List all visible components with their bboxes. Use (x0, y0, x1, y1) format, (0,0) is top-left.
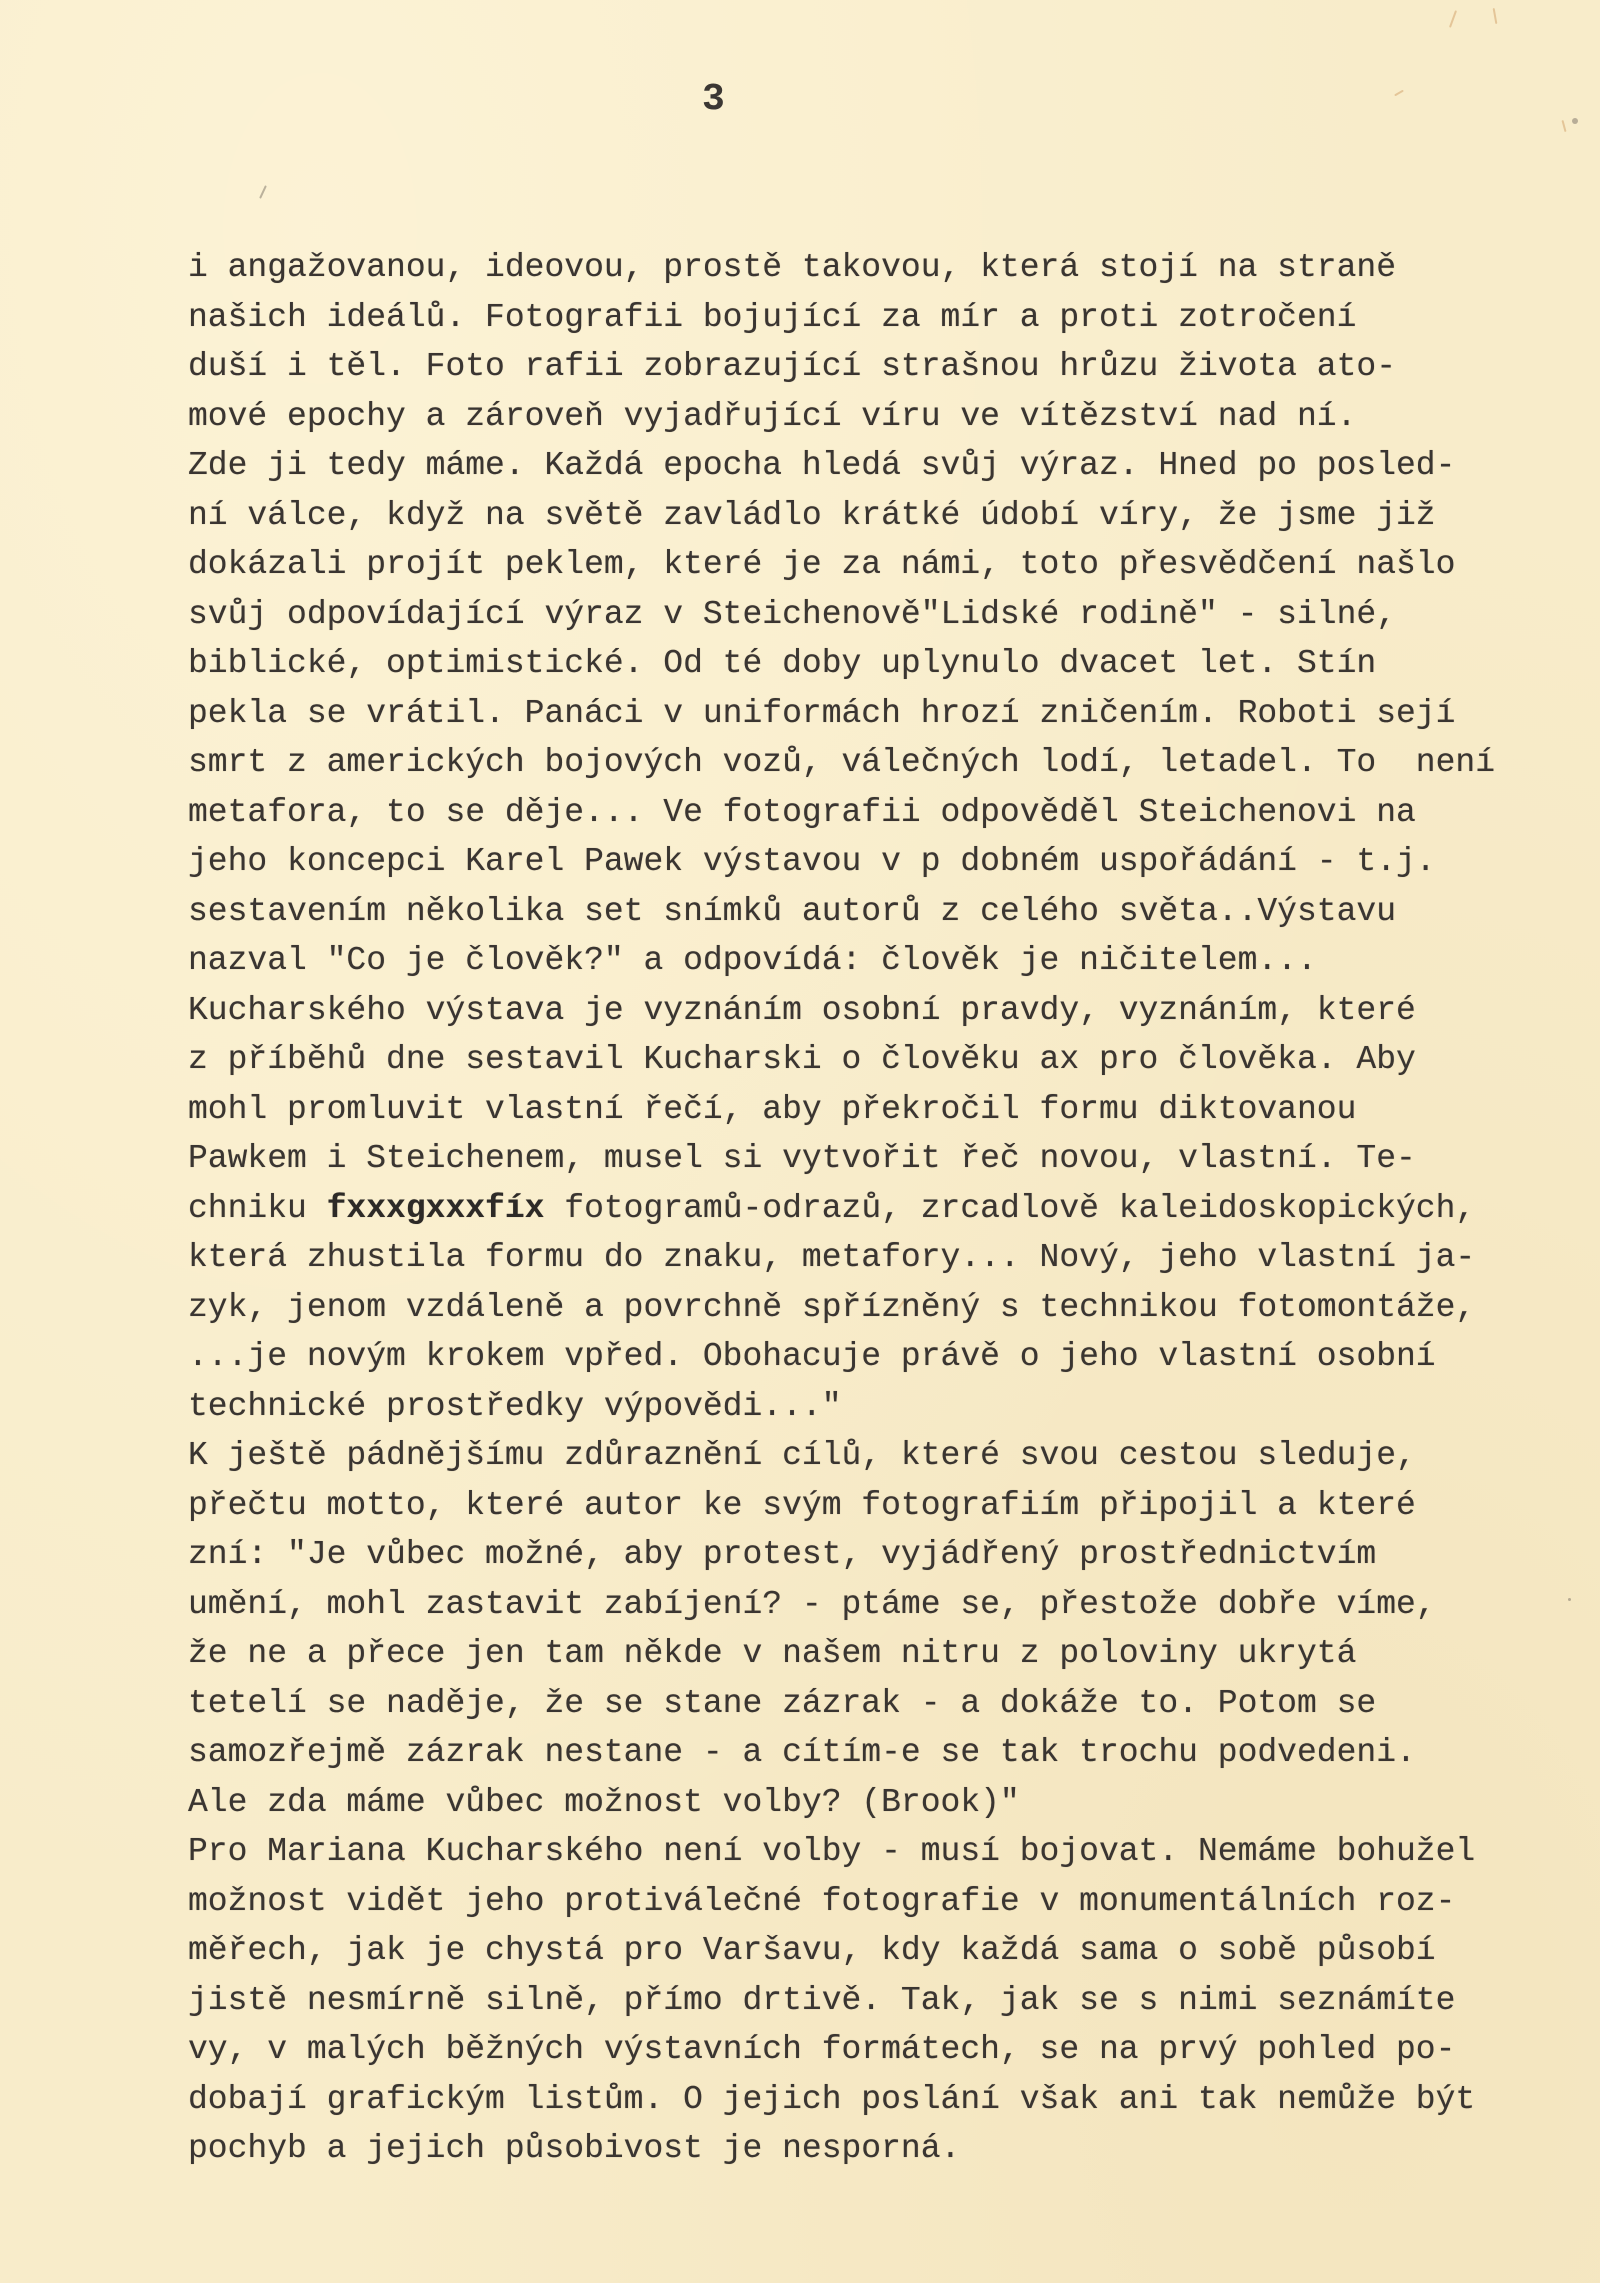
text-line: samozřejmě zázrak nestane - a cítím-e se tak trochu podvedeni. (188, 1734, 1416, 1771)
text-line: jistě nesmírně silně, přímo drtivě. Tak, jak se s nimi seznámíte (188, 1981, 1456, 2019)
text-line: měřech, jak je chystá pro Varšavu, kdy každá sama o sobě působí (188, 1932, 1436, 1969)
text-line: Pawkem i Steichenem, musel si vytvořit řeč novou, vlastní. Te- (188, 1140, 1416, 1177)
text-line: že ne a přece jen tam někde v našem nitru z poloviny ukrytá (188, 1635, 1357, 1672)
text-line: pekla se vrátil. Panáci v uniformách hrozí zničením. Roboti sejí (188, 694, 1456, 732)
text-line: ...je novým krokem vpřed. Obohacuje právě o jeho vlastní osobní (188, 1338, 1436, 1375)
text-line: sestavením několika set snímků autorů z celého světa..Výstavu (188, 892, 1396, 930)
text-line: dobají grafickým listům. O jejich poslání však ani tak nemůže být (188, 2080, 1476, 2118)
text-line: i angažovanou, ideovou, prostě takovou, která stojí na straně (188, 249, 1396, 286)
text-line: biblické, optimistické. Od té doby uplynulo dvacet let. Stín (188, 645, 1377, 682)
text-line: nazval "Co je člověk?" a odpovídá: člověk je ničitelem... (188, 942, 1317, 979)
text-line: K ještě pádnějšímu zdůraznění cílů, které svou cestou sleduje, (188, 1437, 1416, 1474)
text-line: smrt z amerických bojových vozů, válečných lodí, letadel. To není (188, 744, 1496, 781)
text-line: mohl promluvit vlastní řečí, aby překročil formu diktovanou (188, 1090, 1357, 1128)
text-line: Pro Mariana Kucharského není volby - musí bojovat. Nemáme bohužel (188, 1833, 1476, 1870)
text-line: Zde ji tedy máme. Každá epocha hledá svůj výraz. Hned po posled- (188, 447, 1456, 484)
paper-speck (1568, 1598, 1571, 1601)
text-line: z příběhů dne sestavil Kucharski o člověku ax pro člověka. Aby (188, 1041, 1416, 1078)
text-line: duší i těl. Foto rafii zobrazující strašnou hrůzu života ato- (188, 348, 1396, 385)
text-line: vy, v malých běžných výstavních formátech, se na prvý pohled po- (188, 2031, 1456, 2068)
text-line: Kucharského výstava je vyznáním osobní pravdy, vyznáním, které (188, 991, 1416, 1029)
typewritten-body (188, 243, 1568, 2174)
text-line: zní: "Je vůbec možné, aby protest, vyjádřený prostřednictvím (188, 1536, 1377, 1573)
text-line: svůj odpovídající výraz v Steichenově"Lidské rodině" - silné, (188, 595, 1396, 633)
text-line: přečtu motto, které autor ke svým fotografiím připojil a které (188, 1486, 1416, 1524)
text-line: ní válce, když na světě zavládlo krátké údobí víry, že jsme již (188, 496, 1436, 534)
text-line: technické prostředky výpovědi..." (188, 1387, 842, 1425)
text-line: možnost vidět jeho protiválečné fotografie v monumentálních roz- (188, 1882, 1456, 1920)
text-line: tetelí se naděje, že se stane zázrak - a dokáže to. Potom se (188, 1684, 1377, 1722)
text-line: pochyb a jejich působivost je nesporná. (188, 2130, 961, 2167)
text-line: našich ideálů. Fotografii bojující za mír a proti zotročení (188, 298, 1357, 336)
text-line: zyk, jenom vzdáleně a povrchně spřízněný s technikou fotomontáže, (188, 1288, 1476, 1326)
text-line: metafora, to se děje... Ve fotografii odpověděl Steichenovi na (188, 793, 1416, 831)
text-line: která zhustila formu do znaku, metafory... Nový, jeho vlastní ja- (188, 1239, 1476, 1276)
text-line: chniku fxxxgxxxfíx fotogramů-odrazů, zrcadlově kaleidoskopických, (188, 1189, 1476, 1227)
text-line: umění, mohl zastavit zabíjení? - ptáme se, přestože dobře víme, (188, 1585, 1436, 1623)
text-line: Ale zda máme vůbec možnost volby? (Brook)" (188, 1783, 1020, 1821)
page-number: 3 (702, 78, 725, 121)
text-line: mové epochy a zároveň vyjadřující víru ve vítězství nad ní. (188, 397, 1357, 435)
text-line: dokázali projít peklem, které je za námi, toto přesvědčení našlo (188, 546, 1456, 583)
text-line: jeho koncepci Karel Pawek výstavou v p dobném uspořádání - t.j. (188, 843, 1436, 880)
paper-speck (1572, 118, 1578, 124)
struck-out-word: fxxxgxxxfíx (326, 1189, 545, 1227)
